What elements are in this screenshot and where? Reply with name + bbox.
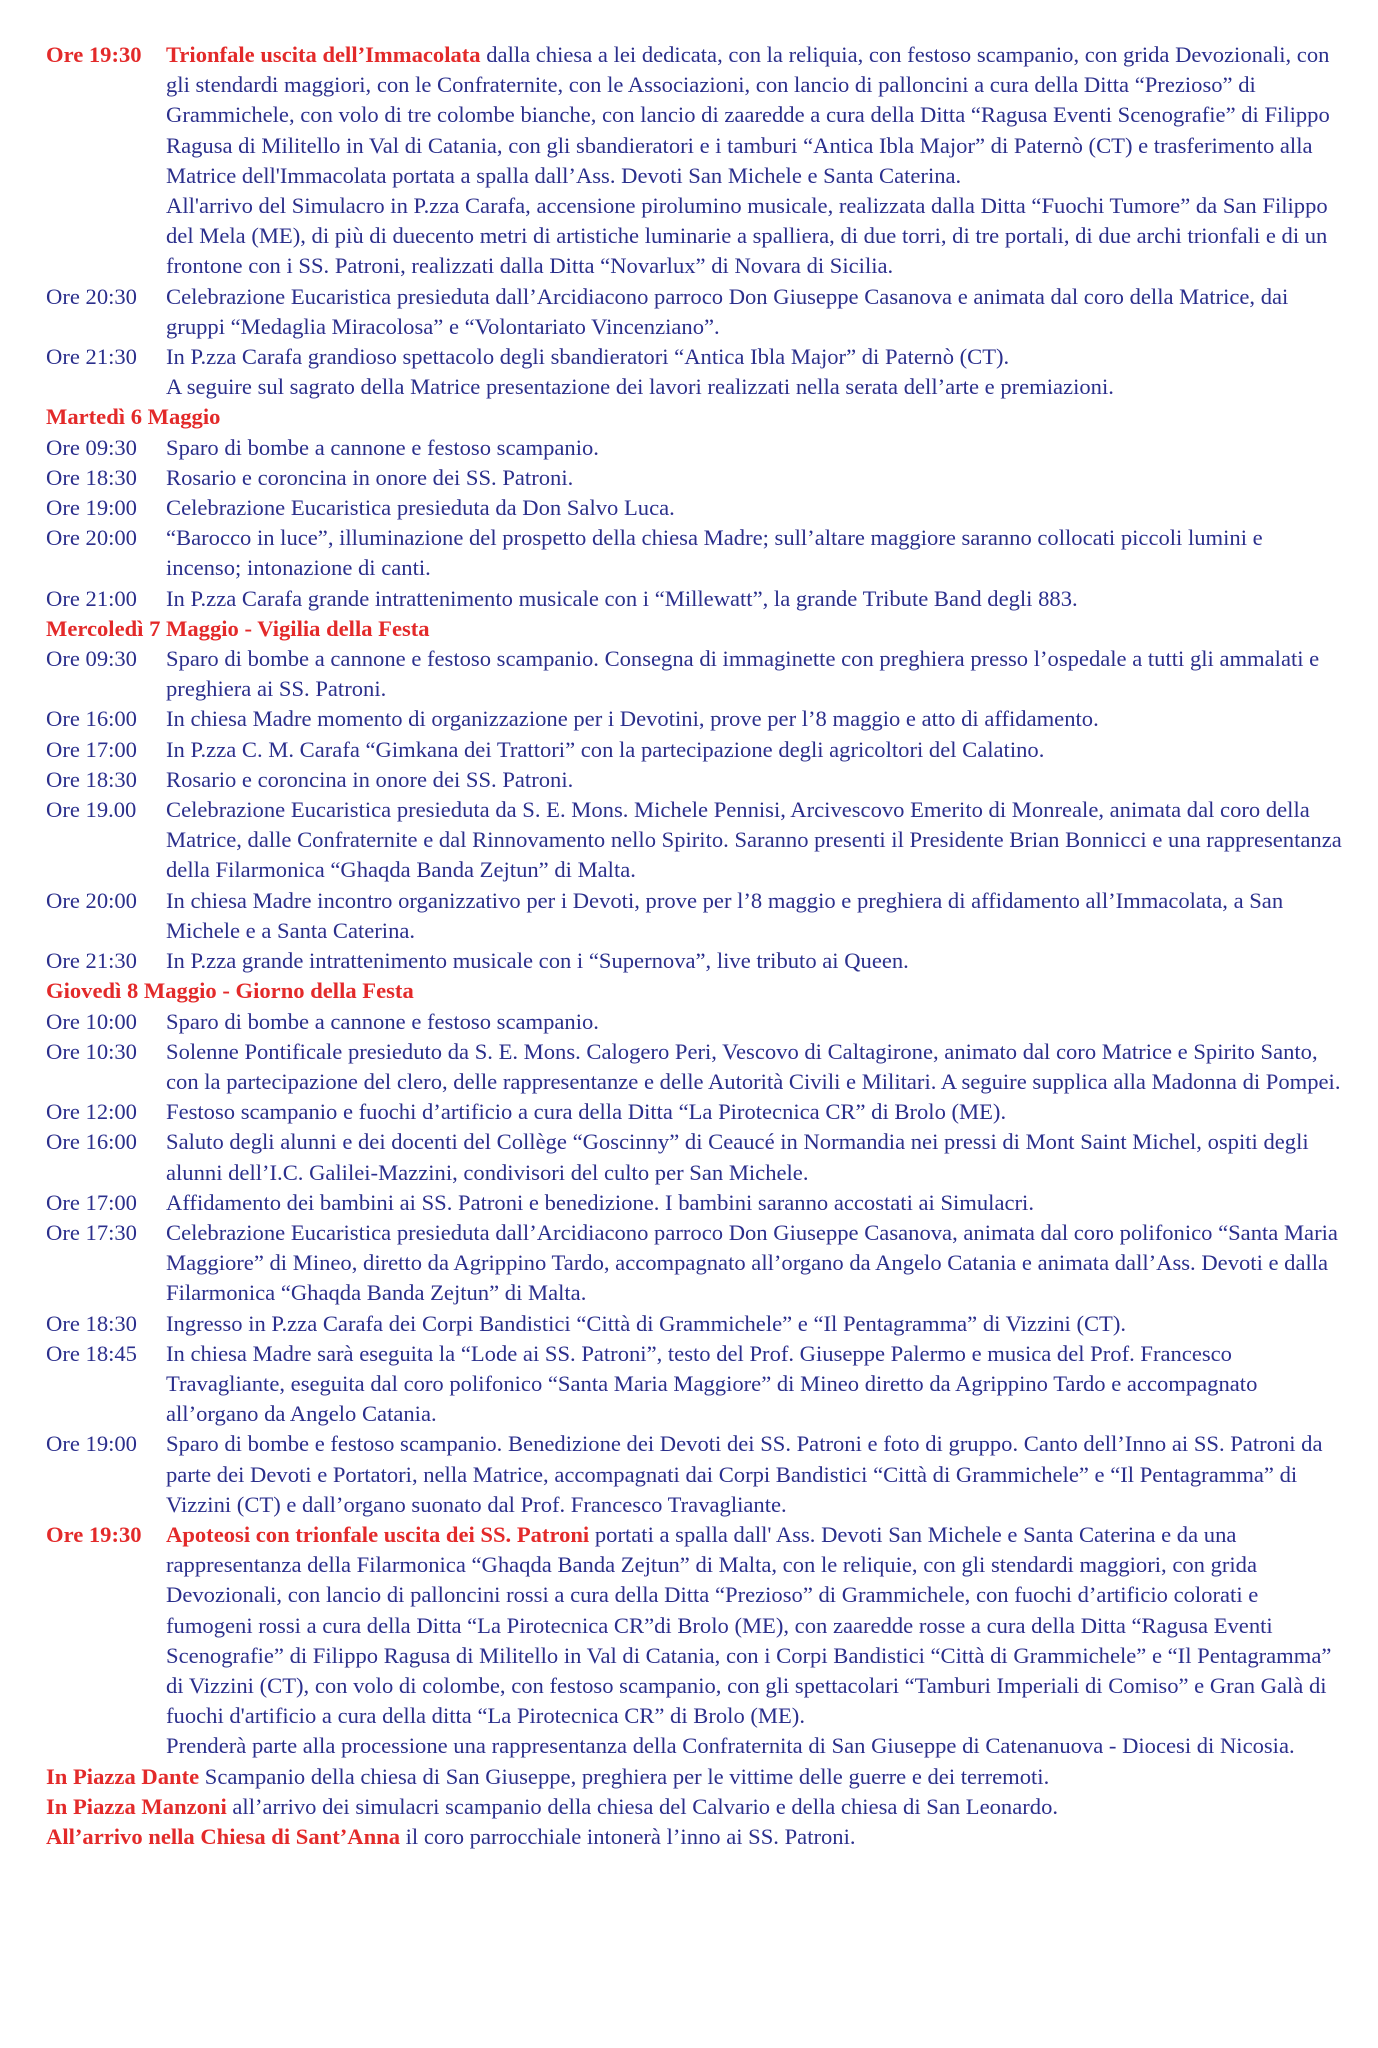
event-time: Ore 17:30 (46, 1219, 137, 1245)
closing-line (46, 1822, 1346, 1852)
closing-highlight: In Piazza Manzoni (46, 1793, 227, 1819)
event-description: Celebrazione Eucaristica presieduta da Don Salvo Luca. (166, 495, 675, 521)
closing-highlight: All’arrivo nella Chiesa di Sant’Anna (46, 1823, 400, 1849)
closing-line (46, 1762, 1346, 1792)
event-row (46, 735, 1346, 765)
event-text (166, 40, 1346, 191)
event-row (46, 886, 1346, 946)
event-time: Ore 09:30 (46, 434, 137, 460)
event-row (46, 493, 1346, 523)
event-description: “Barocco in luce”, illuminazione del prospetto della chiesa Madre; sull’altare maggiore saranno collocati piccoli lumini e incenso; intonazione di canti. (166, 525, 1263, 581)
event-time: Ore 10:30 (46, 1038, 137, 1064)
event-description: Celebrazione Eucaristica presieduta dall’Arcidiacono parroco Don Giuseppe Casanova e animata dal coro della Matrice, dai gruppi “Medaglia Miracolosa” e “Volontariato Vincenziano”. (166, 283, 1289, 339)
event-time: Ore 20:00 (46, 525, 137, 551)
event-extra: All'arrivo del Simulacro in P.zza Carafa, accensione pirolumino musicale, realizzata dalla Ditta “Fuochi Tumore” da San Filippo del Mela (ME), di più di duecento metri di artistiche luminarie a spalliera, di due torri, di tre portali, di due archi trionfali e di un frontone con i SS. Patroni, realizzati dalla Ditta “Novarlux” di Novara di Sicilia. (166, 193, 1328, 279)
event-description: Affidamento dei bambini ai SS. Patroni e benedizione. I bambini saranno accostati ai Simulacri. (166, 1189, 1034, 1215)
event-row (46, 463, 1346, 493)
day-heading: Mercoledì 7 Maggio - Vigilia della Festa (46, 615, 430, 641)
event-row (46, 1097, 1346, 1127)
day-heading: Martedì 6 Maggio (46, 404, 221, 430)
event-row (46, 704, 1346, 734)
event-description: dalla chiesa a lei dedicata, con la reliquia, con festoso scampanio, con grida Devozionali, con gli stendardi maggiori, con le Confraternite, con le Associazioni, con lancio di palloncini a cura della Ditta “Prezioso” di Grammichele, con volo di tre colombe bianche, con lancio di zaaredde a cura della Ditta “Ragusa Eventi Scenografie” di Filippo Ragusa di Militello in Val di Catania, con gli sbandieratori e i tamburi “Antica Ibla Major” di Paternò (CT) e trasferimento alla Matrice dell'Immacolata portata a spalla dall’Ass. Devoti San Michele e Santa Caterina. (166, 42, 1330, 188)
closing-text: Scampanio della chiesa di San Giuseppe, preghiera per le vittime delle guerre e dei terremoti. (204, 1763, 1050, 1789)
event-description: In P.zza Carafa grandioso spettacolo degli sbandieratori “Antica Ibla Major” di Paternò (CT). (166, 344, 1010, 370)
event-description: In P.zza C. M. Carafa “Gimkana dei Trattori” con la partecipazione degli agricoltori del Calatino. (166, 736, 1045, 762)
event-extra: Prenderà parte alla processione una rappresentanza della Confraternita di San Giuseppe di Catenanuova - Diocesi di Nicosia. (166, 1733, 1295, 1759)
event-time: Ore 18:30 (46, 464, 137, 490)
event-row (46, 342, 1346, 372)
event-time: Ore 21:00 (46, 585, 137, 611)
event-description: Rosario e coroncina in onore dei SS. Patroni. (166, 766, 574, 792)
event-row (46, 1188, 1346, 1218)
event-time: Ore 19.00 (46, 797, 137, 823)
event-time: Ore 19:30 (46, 1521, 142, 1547)
event-row (46, 1127, 1346, 1187)
event-time: Ore 18:30 (46, 766, 137, 792)
event-time: Ore 20:00 (46, 887, 137, 913)
event-description: In P.zza Carafa grande intrattenimento musicale con i “Millewatt”, la grande Tribute Band degli 883. (166, 585, 1078, 611)
event-time: Ore 17:00 (46, 1189, 137, 1215)
event-time: Ore 19:30 (46, 42, 142, 67)
event-row (46, 1007, 1346, 1037)
event-description: Celebrazione Eucaristica presieduta da S. E. Mons. Michele Pennisi, Arcivescovo Emerito di Monreale, animata dal coro della Matrice, dalle Confraternite e dal Rinnovamento nello Spirito. Saranno presenti il Presidente Brian Bonnicci e una rappresentanza della Filarmonica “Ghaqda Banda Zejtun” di Malta. (166, 797, 1342, 883)
event-description: Solenne Pontificale presieduto da S. E. Mons. Calogero Peri, Vescovo di Caltagirone, animato dal coro Matrice e Spirito Santo, con la partecipazione del clero, delle rappresentanze e delle Autorità Civili e Militari. A seguire supplica alla Madonna di Pompei. (166, 1038, 1341, 1094)
day-heading: Giovedì 8 Maggio - Giorno della Festa (46, 978, 414, 1004)
event-description: In chiesa Madre incontro organizzativo per i Devoti, prove per l’8 maggio e preghiera di affidamento all’Immacolata, a San Michele e a Santa Caterina. (166, 887, 1284, 943)
event-time: Ore 18:45 (46, 1340, 137, 1366)
event-description: Ingresso in P.zza Carafa dei Corpi Bandistici “Città di Grammichele” e “Il Pentagramma” di Vizzini (CT). (166, 1310, 1127, 1336)
event-description: Rosario e coroncina in onore dei SS. Patroni. (166, 464, 574, 490)
event-time: Ore 19:00 (46, 495, 137, 521)
event-description: In chiesa Madre sarà eseguita la “Lode ai SS. Patroni”, testo del Prof. Giuseppe Palermo e musica del Prof. Francesco Travagliante, eseguita dal coro polifonico “Santa Maria Maggiore” di Mineo diretto da Agrippino Tardo e accompagnato all’organo da Angelo Catania. (166, 1340, 1258, 1427)
event-time: Ore 12:00 (46, 1099, 137, 1125)
event-time: Ore 18:30 (46, 1310, 137, 1336)
event-description: Sparo di bombe a cannone e festoso scampanio. (166, 434, 599, 460)
event-highlight: Apoteosi con trionfale uscita dei SS. Patroni (166, 1521, 590, 1547)
event-row (46, 1309, 1346, 1339)
event-time: Ore 21:30 (46, 948, 137, 974)
event-row (46, 1339, 1346, 1430)
event-row (46, 1218, 1346, 1309)
event-row (46, 644, 1346, 704)
closing-highlight: In Piazza Dante (46, 1763, 200, 1789)
event-description: In chiesa Madre momento di organizzazione per i Devotini, prove per l’8 maggio e atto di affidamento. (166, 706, 1099, 732)
event-time: Ore 10:00 (46, 1008, 137, 1034)
event-text (166, 1520, 1346, 1731)
event-row (46, 795, 1346, 886)
event-extra: A seguire sul sagrato della Matrice presentazione dei lavori realizzati nella serata dell’arte e premiazioni. (166, 374, 1114, 400)
event-highlight: Trionfale uscita dell’Immacolata (166, 42, 481, 67)
event-row (46, 1429, 1346, 1520)
event-row (46, 1520, 1346, 1731)
event-description: In P.zza grande intrattenimento musicale con i “Supernova”, live tributo ai Queen. (166, 948, 909, 974)
event-row (46, 584, 1346, 614)
closing-line (46, 1792, 1346, 1822)
event-row (46, 433, 1346, 463)
event-row (46, 1037, 1346, 1097)
event-time: Ore 16:00 (46, 1129, 137, 1155)
event-time: Ore 21:30 (46, 344, 137, 370)
event-time: Ore 09:30 (46, 646, 137, 672)
event-row (46, 765, 1346, 795)
event-description: Sparo di bombe a cannone e festoso scampanio. Consegna di immaginette con preghiera presso l’ospedale a tutti gli ammalati e preghiera ai SS. Patroni. (166, 646, 1320, 702)
event-time: Ore 16:00 (46, 706, 137, 732)
event-description: Sparo di bombe a cannone e festoso scampanio. (166, 1008, 599, 1034)
closing-text: all’arrivo dei simulacri scampanio della chiesa del Calvario e della chiesa di San Leonardo. (232, 1793, 1059, 1819)
event-row (46, 946, 1346, 976)
event-description: Festoso scampanio e fuochi d’artificio a cura della Ditta “La Pirotecnica CR” di Brolo (ME). (166, 1099, 1007, 1125)
event-time: Ore 17:00 (46, 736, 137, 762)
event-row (46, 40, 1346, 191)
event-time: Ore 20:30 (46, 283, 137, 309)
closing-text: il coro parrocchiale intonerà l’inno ai SS. Patroni. (405, 1823, 856, 1849)
event-description: Saluto degli alunni e dei docenti del Collège “Goscinny” di Ceaucé in Normandia nei pressi di Mont Saint Michel, ospiti degli alunni dell’I.C. Galilei-Mazzini, condivisori del culto per San Michele. (166, 1129, 1309, 1185)
event-description: Sparo di bombe e festoso scampanio. Benedizione dei Devoti dei SS. Patroni e foto di gruppo. Canto dell’Inno ai SS. Patroni da parte dei Devoti e Portatori, nella Matrice, accompagnati dai Corpi Bandistici “Città di Grammichele” e “Il Pentagramma” di Vizzini (CT) e dall’organo suonato dal Prof. Francesco Travagliante. (166, 1431, 1323, 1517)
event-description: Celebrazione Eucaristica presieduta dall’Arcidiacono parroco Don Giuseppe Casanova, animata dal coro polifonico “Santa Maria Maggiore” di Mineo, diretto da Agrippino Tardo, accompagnato all’organo da Angelo Catania e animata dall’Ass. Devoti e dalla Filarmonica “Ghaqda Banda Zejtun” di Malta. (166, 1219, 1338, 1306)
event-description: portati a spalla dall' Ass. Devoti San Michele e Santa Caterina e da una rappresentanza della Filarmonica “Ghaqda Banda Zejtun” di Malta, con le reliquie, con gli stendardi maggiori, con grida Devozionali, con lancio di palloncini rossi a cura della Ditta “Prezioso” di Grammichele, con fuochi d’artificio colorati e fumogeni rossi a cura della Ditta “La Pirotecnica CR”di Brolo (ME), con zaaredde rosse a cura della Ditta “Ragusa Eventi Scenografie” di Filippo Ragusa di Militello in Val di Catania, con i Corpi Bandistici “Città di Grammichele” e “Il Pentagramma” di Vizzini (CT), con volo di colombe, con festoso scampanio, con gli spettacolari “Tamburi Imperiali di Comiso” e Gran Galà di fuochi d'artificio a cura della ditta “La Pirotecnica CR” di Brolo (ME). (166, 1521, 1332, 1729)
festival-program (46, 40, 1346, 1852)
event-row (46, 282, 1346, 342)
event-time: Ore 19:00 (46, 1431, 137, 1457)
event-row (46, 523, 1346, 583)
